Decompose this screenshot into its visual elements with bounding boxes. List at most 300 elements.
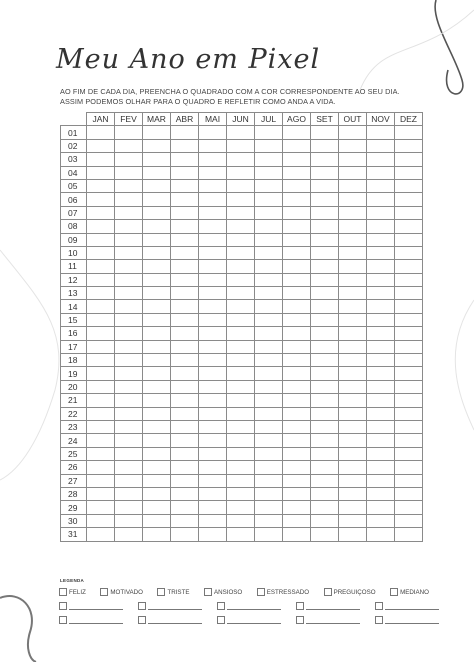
pixel-cell[interactable] — [199, 260, 227, 273]
pixel-cell[interactable] — [199, 313, 227, 326]
label-line[interactable] — [227, 623, 281, 624]
color-box[interactable] — [59, 616, 67, 624]
pixel-cell[interactable] — [339, 126, 367, 139]
pixel-cell[interactable] — [255, 340, 283, 353]
pixel-cell[interactable] — [227, 179, 255, 192]
custom-legend-slot[interactable] — [375, 602, 439, 610]
pixel-cell[interactable] — [367, 394, 395, 407]
pixel-cell[interactable] — [255, 139, 283, 152]
pixel-cell[interactable] — [227, 501, 255, 514]
pixel-cell[interactable] — [367, 367, 395, 380]
pixel-cell[interactable] — [227, 327, 255, 340]
pixel-cell[interactable] — [87, 474, 115, 487]
pixel-cell[interactable] — [171, 287, 199, 300]
pixel-cell[interactable] — [395, 354, 423, 367]
pixel-cell[interactable] — [143, 474, 171, 487]
pixel-cell[interactable] — [199, 394, 227, 407]
pixel-cell[interactable] — [227, 139, 255, 152]
pixel-cell[interactable] — [311, 166, 339, 179]
pixel-cell[interactable] — [199, 327, 227, 340]
pixel-cell[interactable] — [367, 340, 395, 353]
pixel-cell[interactable] — [395, 447, 423, 460]
pixel-cell[interactable] — [311, 394, 339, 407]
label-line[interactable] — [385, 609, 439, 610]
pixel-cell[interactable] — [143, 126, 171, 139]
pixel-cell[interactable] — [227, 233, 255, 246]
pixel-cell[interactable] — [255, 394, 283, 407]
pixel-cell[interactable] — [87, 206, 115, 219]
legend-item[interactable] — [390, 588, 429, 596]
pixel-cell[interactable] — [143, 354, 171, 367]
custom-legend-slot[interactable] — [375, 616, 439, 624]
pixel-cell[interactable] — [395, 313, 423, 326]
pixel-cell[interactable] — [199, 287, 227, 300]
pixel-cell[interactable] — [311, 126, 339, 139]
legend-color-box[interactable] — [257, 588, 265, 596]
pixel-cell[interactable] — [143, 220, 171, 233]
pixel-cell[interactable] — [115, 139, 143, 152]
pixel-cell[interactable] — [143, 514, 171, 527]
pixel-cell[interactable] — [171, 501, 199, 514]
pixel-cell[interactable] — [283, 139, 311, 152]
pixel-cell[interactable] — [115, 246, 143, 259]
pixel-cell[interactable] — [227, 246, 255, 259]
pixel-cell[interactable] — [255, 367, 283, 380]
pixel-cell[interactable] — [199, 380, 227, 393]
pixel-cell[interactable] — [367, 206, 395, 219]
pixel-cell[interactable] — [115, 420, 143, 433]
pixel-cell[interactable] — [227, 514, 255, 527]
pixel-cell[interactable] — [87, 380, 115, 393]
pixel-cell[interactable] — [115, 514, 143, 527]
pixel-cell[interactable] — [395, 420, 423, 433]
pixel-cell[interactable] — [255, 273, 283, 286]
pixel-cell[interactable] — [283, 220, 311, 233]
pixel-cell[interactable] — [367, 407, 395, 420]
pixel-cell[interactable] — [115, 153, 143, 166]
pixel-cell[interactable] — [339, 273, 367, 286]
pixel-cell[interactable] — [339, 166, 367, 179]
pixel-cell[interactable] — [171, 220, 199, 233]
pixel-cell[interactable] — [87, 233, 115, 246]
pixel-cell[interactable] — [115, 287, 143, 300]
pixel-cell[interactable] — [199, 300, 227, 313]
pixel-cell[interactable] — [199, 474, 227, 487]
pixel-cell[interactable] — [311, 461, 339, 474]
pixel-cell[interactable] — [395, 434, 423, 447]
pixel-cell[interactable] — [311, 287, 339, 300]
pixel-cell[interactable] — [339, 514, 367, 527]
pixel-cell[interactable] — [367, 461, 395, 474]
pixel-cell[interactable] — [255, 260, 283, 273]
pixel-cell[interactable] — [115, 407, 143, 420]
pixel-cell[interactable] — [199, 487, 227, 500]
pixel-cell[interactable] — [395, 273, 423, 286]
pixel-cell[interactable] — [171, 273, 199, 286]
pixel-cell[interactable] — [115, 447, 143, 460]
pixel-cell[interactable] — [199, 501, 227, 514]
pixel-cell[interactable] — [199, 354, 227, 367]
pixel-cell[interactable] — [283, 300, 311, 313]
pixel-cell[interactable] — [255, 206, 283, 219]
pixel-cell[interactable] — [115, 260, 143, 273]
pixel-cell[interactable] — [395, 246, 423, 259]
pixel-cell[interactable] — [367, 447, 395, 460]
color-box[interactable] — [59, 602, 67, 610]
label-line[interactable] — [385, 623, 439, 624]
color-box[interactable] — [138, 602, 146, 610]
custom-legend-slot[interactable] — [138, 616, 202, 624]
pixel-cell[interactable] — [311, 193, 339, 206]
pixel-cell[interactable] — [227, 220, 255, 233]
pixel-cell[interactable] — [283, 126, 311, 139]
pixel-cell[interactable] — [171, 166, 199, 179]
pixel-cell[interactable] — [87, 327, 115, 340]
pixel-cell[interactable] — [255, 179, 283, 192]
pixel-cell[interactable] — [311, 273, 339, 286]
pixel-cell[interactable] — [283, 447, 311, 460]
pixel-cell[interactable] — [311, 340, 339, 353]
pixel-cell[interactable] — [395, 340, 423, 353]
pixel-cell[interactable] — [199, 514, 227, 527]
pixel-cell[interactable] — [227, 166, 255, 179]
pixel-cell[interactable] — [143, 139, 171, 152]
pixel-cell[interactable] — [283, 166, 311, 179]
pixel-cell[interactable] — [339, 474, 367, 487]
pixel-cell[interactable] — [339, 367, 367, 380]
pixel-cell[interactable] — [339, 206, 367, 219]
pixel-cell[interactable] — [87, 139, 115, 152]
pixel-cell[interactable] — [283, 501, 311, 514]
pixel-cell[interactable] — [143, 407, 171, 420]
pixel-cell[interactable] — [283, 434, 311, 447]
pixel-cell[interactable] — [311, 528, 339, 541]
pixel-cell[interactable] — [367, 487, 395, 500]
pixel-cell[interactable] — [87, 179, 115, 192]
pixel-cell[interactable] — [339, 327, 367, 340]
pixel-cell[interactable] — [115, 313, 143, 326]
pixel-cell[interactable] — [143, 327, 171, 340]
pixel-cell[interactable] — [199, 367, 227, 380]
pixel-cell[interactable] — [227, 380, 255, 393]
pixel-cell[interactable] — [367, 233, 395, 246]
pixel-cell[interactable] — [199, 246, 227, 259]
pixel-cell[interactable] — [199, 461, 227, 474]
pixel-cell[interactable] — [227, 420, 255, 433]
pixel-cell[interactable] — [199, 434, 227, 447]
custom-legend-slot[interactable] — [59, 602, 123, 610]
pixel-cell[interactable] — [87, 514, 115, 527]
legend-item[interactable] — [100, 588, 143, 596]
pixel-cell[interactable] — [283, 327, 311, 340]
pixel-cell[interactable] — [311, 260, 339, 273]
pixel-cell[interactable] — [395, 501, 423, 514]
pixel-cell[interactable] — [255, 313, 283, 326]
pixel-cell[interactable] — [115, 340, 143, 353]
pixel-cell[interactable] — [143, 179, 171, 192]
pixel-cell[interactable] — [283, 193, 311, 206]
pixel-cell[interactable] — [87, 166, 115, 179]
pixel-cell[interactable] — [143, 394, 171, 407]
pixel-cell[interactable] — [199, 407, 227, 420]
pixel-cell[interactable] — [395, 153, 423, 166]
pixel-cell[interactable] — [255, 287, 283, 300]
legend-item[interactable] — [204, 588, 242, 596]
color-box[interactable] — [375, 616, 383, 624]
label-line[interactable] — [306, 609, 360, 610]
pixel-cell[interactable] — [283, 287, 311, 300]
pixel-cell[interactable] — [367, 220, 395, 233]
pixel-cell[interactable] — [339, 487, 367, 500]
pixel-cell[interactable] — [283, 514, 311, 527]
pixel-cell[interactable] — [171, 153, 199, 166]
pixel-cell[interactable] — [171, 514, 199, 527]
pixel-cell[interactable] — [143, 528, 171, 541]
pixel-cell[interactable] — [367, 153, 395, 166]
pixel-cell[interactable] — [395, 474, 423, 487]
label-line[interactable] — [69, 609, 123, 610]
pixel-cell[interactable] — [227, 394, 255, 407]
pixel-cell[interactable] — [311, 153, 339, 166]
pixel-cell[interactable] — [255, 354, 283, 367]
legend-item[interactable] — [257, 588, 309, 596]
pixel-cell[interactable] — [171, 179, 199, 192]
pixel-cell[interactable] — [87, 367, 115, 380]
pixel-cell[interactable] — [395, 126, 423, 139]
pixel-cell[interactable] — [311, 407, 339, 420]
pixel-cell[interactable] — [87, 528, 115, 541]
pixel-cell[interactable] — [283, 407, 311, 420]
pixel-cell[interactable] — [171, 354, 199, 367]
pixel-cell[interactable] — [87, 487, 115, 500]
pixel-cell[interactable] — [255, 153, 283, 166]
pixel-cell[interactable] — [199, 528, 227, 541]
pixel-cell[interactable] — [283, 367, 311, 380]
pixel-cell[interactable] — [87, 287, 115, 300]
pixel-cell[interactable] — [283, 233, 311, 246]
pixel-cell[interactable] — [255, 166, 283, 179]
pixel-cell[interactable] — [171, 313, 199, 326]
pixel-cell[interactable] — [199, 273, 227, 286]
pixel-cell[interactable] — [395, 233, 423, 246]
pixel-cell[interactable] — [395, 487, 423, 500]
pixel-cell[interactable] — [227, 340, 255, 353]
pixel-cell[interactable] — [395, 260, 423, 273]
pixel-cell[interactable] — [367, 474, 395, 487]
pixel-cell[interactable] — [87, 300, 115, 313]
pixel-cell[interactable] — [339, 260, 367, 273]
pixel-cell[interactable] — [115, 327, 143, 340]
pixel-cell[interactable] — [171, 300, 199, 313]
pixel-cell[interactable] — [115, 501, 143, 514]
pixel-cell[interactable] — [311, 367, 339, 380]
pixel-cell[interactable] — [87, 273, 115, 286]
pixel-cell[interactable] — [311, 354, 339, 367]
pixel-cell[interactable] — [227, 487, 255, 500]
pixel-cell[interactable] — [171, 420, 199, 433]
pixel-cell[interactable] — [115, 233, 143, 246]
pixel-cell[interactable] — [227, 300, 255, 313]
pixel-cell[interactable] — [87, 501, 115, 514]
pixel-cell[interactable] — [115, 220, 143, 233]
pixel-cell[interactable] — [255, 380, 283, 393]
pixel-cell[interactable] — [171, 380, 199, 393]
pixel-cell[interactable] — [283, 340, 311, 353]
pixel-cell[interactable] — [143, 206, 171, 219]
pixel-cell[interactable] — [227, 434, 255, 447]
pixel-cell[interactable] — [339, 153, 367, 166]
pixel-cell[interactable] — [395, 139, 423, 152]
pixel-cell[interactable] — [115, 461, 143, 474]
pixel-cell[interactable] — [283, 153, 311, 166]
pixel-cell[interactable] — [199, 193, 227, 206]
pixel-cell[interactable] — [367, 246, 395, 259]
pixel-cell[interactable] — [115, 273, 143, 286]
pixel-cell[interactable] — [171, 434, 199, 447]
pixel-cell[interactable] — [143, 447, 171, 460]
pixel-cell[interactable] — [255, 246, 283, 259]
pixel-cell[interactable] — [143, 153, 171, 166]
pixel-cell[interactable] — [199, 179, 227, 192]
pixel-cell[interactable] — [115, 394, 143, 407]
pixel-cell[interactable] — [367, 434, 395, 447]
label-line[interactable] — [148, 623, 202, 624]
pixel-cell[interactable] — [395, 327, 423, 340]
pixel-cell[interactable] — [311, 474, 339, 487]
pixel-cell[interactable] — [227, 474, 255, 487]
pixel-cell[interactable] — [311, 447, 339, 460]
custom-legend-slot[interactable] — [59, 616, 123, 624]
pixel-cell[interactable] — [367, 179, 395, 192]
custom-legend-slot[interactable] — [296, 616, 360, 624]
pixel-cell[interactable] — [395, 206, 423, 219]
pixel-cell[interactable] — [367, 354, 395, 367]
pixel-cell[interactable] — [171, 487, 199, 500]
pixel-cell[interactable] — [199, 447, 227, 460]
pixel-cell[interactable] — [115, 354, 143, 367]
pixel-cell[interactable] — [143, 380, 171, 393]
pixel-cell[interactable] — [395, 461, 423, 474]
color-box[interactable] — [375, 602, 383, 610]
pixel-cell[interactable] — [87, 434, 115, 447]
pixel-cell[interactable] — [143, 501, 171, 514]
pixel-cell[interactable] — [199, 420, 227, 433]
pixel-cell[interactable] — [255, 474, 283, 487]
pixel-cell[interactable] — [283, 474, 311, 487]
pixel-cell[interactable] — [367, 287, 395, 300]
pixel-cell[interactable] — [255, 514, 283, 527]
pixel-cell[interactable] — [171, 206, 199, 219]
pixel-cell[interactable] — [311, 139, 339, 152]
pixel-cell[interactable] — [255, 300, 283, 313]
pixel-cell[interactable] — [255, 528, 283, 541]
pixel-cell[interactable] — [283, 206, 311, 219]
pixel-cell[interactable] — [283, 528, 311, 541]
pixel-cell[interactable] — [227, 206, 255, 219]
pixel-cell[interactable] — [311, 487, 339, 500]
pixel-cell[interactable] — [311, 434, 339, 447]
pixel-cell[interactable] — [367, 300, 395, 313]
pixel-cell[interactable] — [143, 313, 171, 326]
pixel-cell[interactable] — [171, 233, 199, 246]
color-box[interactable] — [296, 616, 304, 624]
pixel-cell[interactable] — [199, 340, 227, 353]
pixel-cell[interactable] — [87, 461, 115, 474]
pixel-cell[interactable] — [283, 380, 311, 393]
pixel-cell[interactable] — [143, 287, 171, 300]
pixel-cell[interactable] — [171, 394, 199, 407]
pixel-cell[interactable] — [87, 407, 115, 420]
pixel-cell[interactable] — [255, 327, 283, 340]
pixel-cell[interactable] — [171, 126, 199, 139]
pixel-cell[interactable] — [115, 474, 143, 487]
pixel-cell[interactable] — [339, 501, 367, 514]
pixel-cell[interactable] — [227, 528, 255, 541]
pixel-cell[interactable] — [227, 273, 255, 286]
pixel-cell[interactable] — [283, 461, 311, 474]
pixel-cell[interactable] — [115, 380, 143, 393]
pixel-cell[interactable] — [87, 193, 115, 206]
pixel-cell[interactable] — [171, 407, 199, 420]
pixel-cell[interactable] — [339, 139, 367, 152]
pixel-cell[interactable] — [367, 139, 395, 152]
pixel-cell[interactable] — [87, 340, 115, 353]
label-line[interactable] — [227, 609, 281, 610]
pixel-cell[interactable] — [227, 153, 255, 166]
pixel-cell[interactable] — [143, 487, 171, 500]
color-box[interactable] — [138, 616, 146, 624]
pixel-cell[interactable] — [339, 447, 367, 460]
pixel-cell[interactable] — [395, 380, 423, 393]
pixel-cell[interactable] — [115, 487, 143, 500]
pixel-cell[interactable] — [87, 447, 115, 460]
pixel-cell[interactable] — [339, 300, 367, 313]
pixel-cell[interactable] — [143, 246, 171, 259]
pixel-cell[interactable] — [87, 153, 115, 166]
pixel-cell[interactable] — [87, 420, 115, 433]
pixel-cell[interactable] — [227, 354, 255, 367]
pixel-cell[interactable] — [143, 273, 171, 286]
pixel-cell[interactable] — [311, 233, 339, 246]
pixel-cell[interactable] — [339, 287, 367, 300]
pixel-cell[interactable] — [283, 354, 311, 367]
pixel-cell[interactable] — [395, 179, 423, 192]
label-line[interactable] — [148, 609, 202, 610]
pixel-cell[interactable] — [339, 179, 367, 192]
pixel-cell[interactable] — [171, 246, 199, 259]
pixel-cell[interactable] — [171, 260, 199, 273]
pixel-cell[interactable] — [395, 367, 423, 380]
pixel-cell[interactable] — [367, 313, 395, 326]
pixel-cell[interactable] — [311, 313, 339, 326]
pixel-cell[interactable] — [255, 434, 283, 447]
pixel-cell[interactable] — [311, 501, 339, 514]
pixel-cell[interactable] — [199, 233, 227, 246]
custom-legend-slot[interactable] — [296, 602, 360, 610]
pixel-cell[interactable] — [143, 300, 171, 313]
legend-color-box[interactable] — [390, 588, 398, 596]
legend-item[interactable] — [324, 588, 376, 596]
pixel-cell[interactable] — [255, 461, 283, 474]
pixel-cell[interactable] — [115, 193, 143, 206]
pixel-cell[interactable] — [339, 380, 367, 393]
pixel-cell[interactable] — [255, 126, 283, 139]
pixel-cell[interactable] — [339, 528, 367, 541]
pixel-cell[interactable] — [311, 514, 339, 527]
legend-item[interactable] — [157, 588, 189, 596]
pixel-cell[interactable] — [171, 528, 199, 541]
pixel-cell[interactable] — [143, 233, 171, 246]
